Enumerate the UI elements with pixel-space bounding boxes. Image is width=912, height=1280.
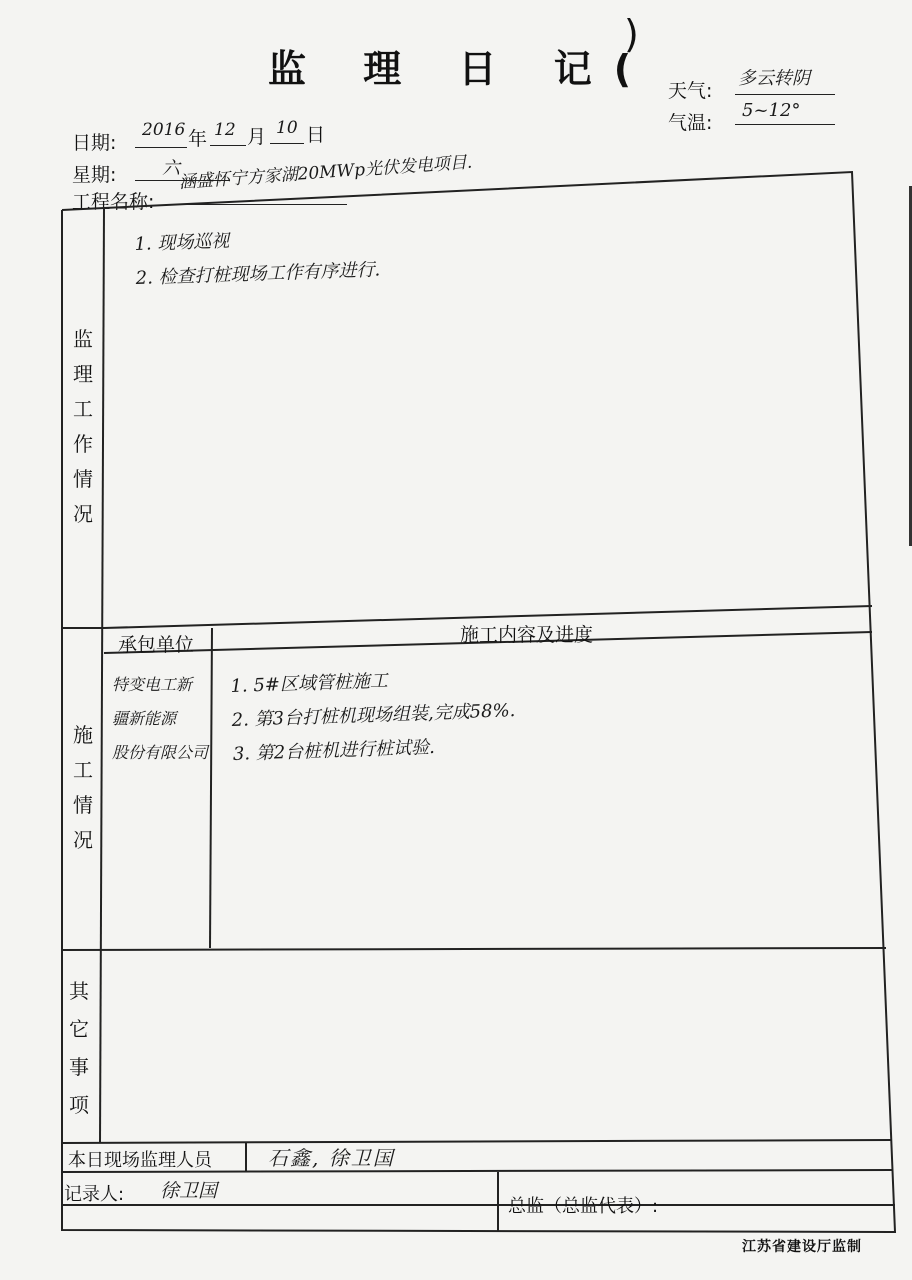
date-year: 2016	[142, 120, 186, 140]
recorder-name: 徐卫国	[160, 1180, 218, 1202]
other-label	[64, 972, 94, 1124]
supervision-label-char: 工	[73, 397, 93, 421]
supervision-items	[134, 221, 381, 297]
day-unit: 日	[306, 124, 326, 146]
contractor-line: 特变电工新	[112, 675, 193, 694]
project-value: 涵盛怀宁方家湖20MWp光伏发电项目.	[178, 152, 473, 193]
construction-item: 3. 第2台桩机进行桩试验.	[232, 736, 436, 765]
other-label-char: 其	[69, 979, 89, 1003]
supervision-label-char: 理	[73, 362, 93, 386]
contractor-line: 股份有限公司	[112, 743, 209, 762]
weekday-label: 星期:	[72, 164, 117, 186]
construction-label	[68, 718, 98, 858]
temperature-value: 5~12°	[742, 100, 801, 121]
temperature-label: 气温:	[668, 112, 713, 134]
supervision-label-char: 况	[73, 502, 93, 526]
recorder-label: 记录人:	[64, 1184, 125, 1205]
weather-label: 天气:	[668, 80, 713, 102]
construction-item: 1. 5#区域管桩施工	[230, 670, 389, 697]
year-unit: 年	[188, 128, 208, 150]
other-label-char: 事	[69, 1055, 89, 1079]
weekday-value: 六	[162, 158, 180, 179]
other-label-char: 它	[69, 1017, 89, 1041]
supervision-label-char: 作	[73, 432, 93, 456]
construction-item: 2. 第3台打桩机现场组装,完成58%.	[231, 700, 516, 731]
staff-label: 本日现场监理人员	[68, 1150, 212, 1171]
supervision-item: 2. 检查打桩现场工作有序进行.	[135, 259, 381, 289]
contractor-name	[112, 668, 208, 770]
page-title: 监 理 日 记(	[268, 47, 654, 91]
other-label-char: 项	[69, 1093, 89, 1117]
construction-label-char: 况	[73, 828, 93, 852]
supervision-label	[68, 322, 98, 532]
content-header: 施工内容及进度	[460, 624, 594, 646]
issuer-note: 江苏省建设厅监制	[742, 1239, 862, 1255]
staff-names: 石鑫, 徐卫国	[268, 1146, 395, 1170]
construction-items	[230, 662, 517, 774]
contractor-header: 承包单位	[118, 634, 195, 656]
date-month: 12	[214, 120, 236, 140]
construction-label-char: 工	[73, 758, 93, 782]
supervision-label-char: 监	[73, 327, 93, 351]
weather-value: 多云转阴	[738, 68, 810, 89]
date-day: 10	[276, 118, 298, 138]
chief-label: 总监（总监代表）:	[508, 1196, 659, 1217]
supervision-label-char: 情	[73, 467, 93, 491]
construction-label-char: 施	[73, 723, 93, 747]
date-label: 日期:	[72, 132, 117, 154]
project-label: 工程名称:	[72, 191, 155, 213]
contractor-line: 疆新能源	[112, 709, 177, 728]
title-close-paren: )	[624, 12, 639, 56]
construction-label-char: 情	[73, 793, 93, 817]
supervision-item: 1. 现场巡视	[134, 230, 230, 255]
month-unit: 月	[247, 126, 267, 148]
